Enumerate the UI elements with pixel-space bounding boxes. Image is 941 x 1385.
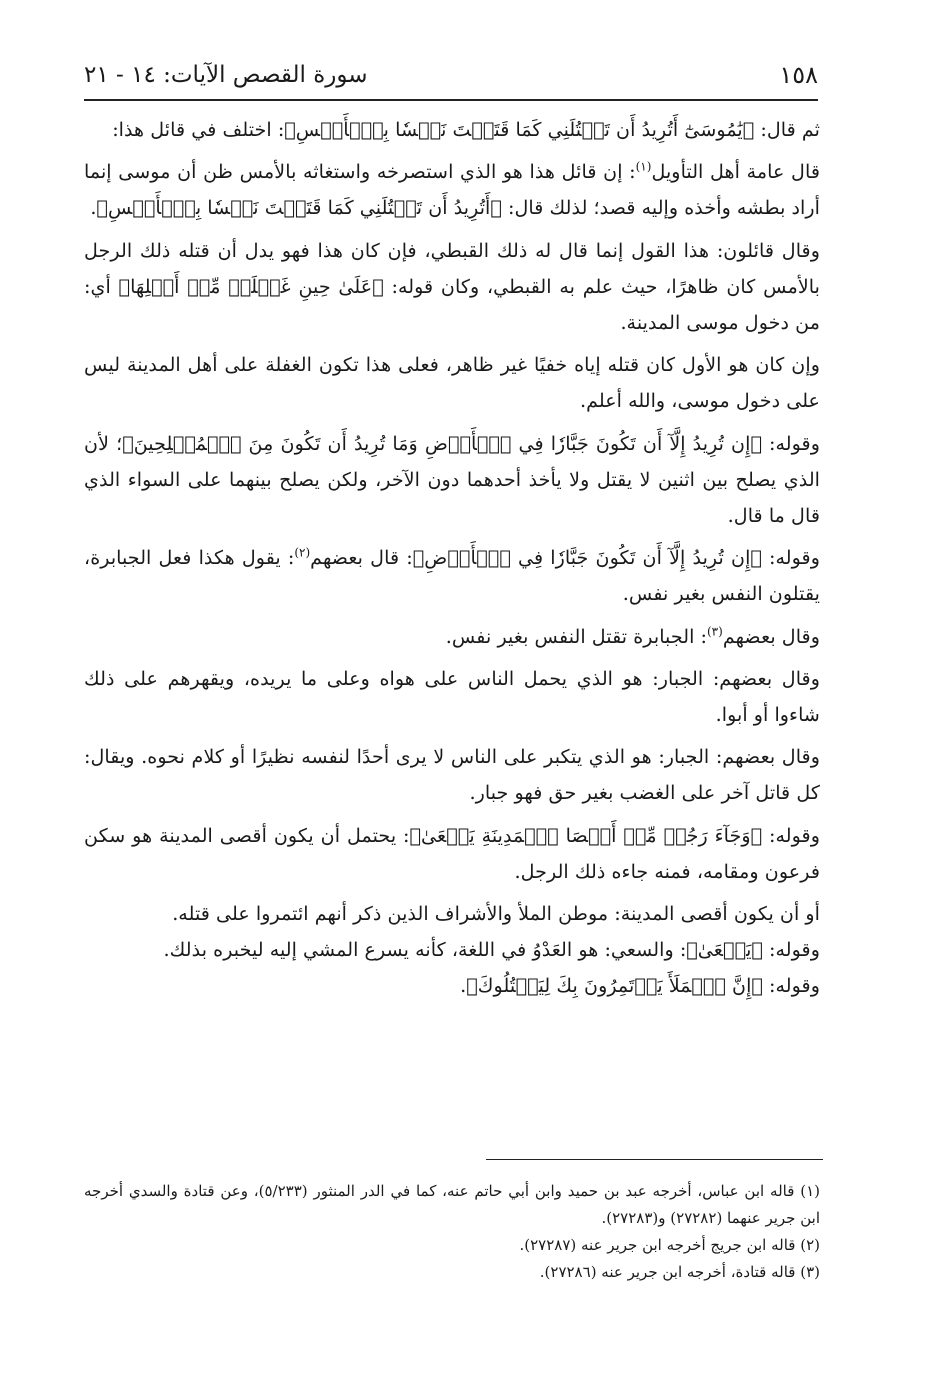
page-number: ١٥٨ <box>779 61 818 89</box>
running-title: سورة القصص الآيات: ١٤ - ٢١ <box>84 62 368 88</box>
footnotes <box>84 1178 820 1286</box>
paragraph: وقال بعضهم: الجبار: هو الذي يتكبر على الناس لا يرى أحدًا لنفسه نظيرًا أو كلام نحوه. ويقال: كل قاتل آخر على الغضب بغير حق فهو جبار. <box>84 745 820 805</box>
paragraph: وقوله: ﴿يَسۡعَىٰ﴾: والسعي: هو العَدْوُ في اللغة، كأنه يسرع المشي إليه ليخبره بذلك. <box>163 938 820 962</box>
paragraph: وقوله: ﴿إِنَّ ٱلۡمَلَأَ يَأۡتَمِرُونَ بِكَ لِيَقۡتُلُوكَ﴾. <box>460 974 820 998</box>
footnote-separator <box>486 1159 823 1160</box>
paragraph: وقال بعضهم$^{(٣)}$: الجبابرة تقتل النفس بغير نفس. <box>445 624 820 648</box>
paragraph: ثم قال: ﴿يَٰمُوسَىٰٓ أَتُرِيدُ أَن تَقۡتُلَنِي كَمَا قَتَلۡتَ نَفۡسٗا بِٱلۡأَمۡسِ﴾: اختلف في قائل هذا: <box>112 118 820 141</box>
footnote-marker[interactable]: (١) <box>635 159 652 174</box>
page-header <box>84 58 818 98</box>
paragraph: وقوله: ﴿وَجَآءَ رَجُلٞ مِّنۡ أَقۡصَا ٱلۡمَدِينَةِ يَسۡعَىٰ﴾: يحتمل أن يكون أقصى المدينة هو سكن فرعون ومقامه، فمنه جاءه ذلك الرجل. <box>84 823 820 883</box>
footnote: (٢) قاله ابن جريج أخرجه ابن جرير عنه (٢٧٢٨٧). <box>519 1236 820 1254</box>
paragraph: وقوله: ﴿إِن تُرِيدُ إِلَّآ أَن تَكُونَ جَبَّارٗا فِي ٱلۡأَرۡضِ وَمَا تُرِيدُ أَن تَكُونَ مِنَ ٱلۡمُصۡلِحِينَ﴾؛ لأن الذي يصلح بين اثنين لا يقتل ولا يأخذ أحدهما دون الآخر، ولكن يصلح بينهما على السواء الذي قال ما قال. <box>84 431 820 528</box>
footnote: (٣) قاله قتادة، أخرجه ابن جرير عنه (٢٧٢٨٦). <box>539 1263 820 1281</box>
paragraph: وقال بعضهم: الجبار: هو الذي يحمل الناس على هواه وعلى ما يريده، ويقهرهم على ذلك شاءوا أو أبوا. <box>84 666 820 727</box>
footnote-marker[interactable]: (٢) <box>294 545 311 560</box>
paragraph: وإن كان هو الأول كان قتله إياه خفيًا غير ظاهر، فعلى هذا تكون الغفلة على أهل المدينة ليس على دخول موسى، والله أعلم. <box>84 353 820 413</box>
main-text <box>84 112 820 1005</box>
paragraph: قال عامة أهل التأويل$^{(١)}$: إن قائل هذا هو الذي استصرخه واستغاثه بالأمس ظن أن موسى إنما أراد بطشه وأخذه وإليه قصد؛ لذلك قال: ﴿أَتُرِيدُ أَن تَقۡتُلَنِي كَمَا قَتَلۡتَ نَفۡسٗا بِٱلۡأَمۡسِ﴾. <box>84 159 820 220</box>
paragraph: وقوله: ﴿إِن تُرِيدُ إِلَّآ أَن تَكُونَ جَبَّارٗا فِي ٱلۡأَرۡضِ﴾: قال بعضهم$^{(٢)}$: يقول هكذا فعل الجبابرة، يقتلون النفس بغير نفس. <box>84 545 820 606</box>
footnote-marker[interactable]: (٣) <box>706 624 723 639</box>
paragraph: وقال قائلون: هذا القول إنما قال له ذلك القبطي، فإن كان هذا فهو يدل أن قتله ذلك الرجل بالأمس كان ظاهرًا، حيث علم به القبطي، وكان قوله: ﴿عَلَىٰ حِينِ غَفۡلَةٖ مِّنۡ أَهۡلِهَا﴾ أي: من دخول موسى المدينة. <box>84 238 820 335</box>
footnote: (١) قاله ابن عباس، أخرجه عبد بن حميد وابن أبي حاتم عنه، كما في الدر المنثور (٥/٢٣٣)، وعن قتادة والسدي أخرجه ابن جرير عنهما (٢٧٢٨٢) و(٢٧٢٨٣). <box>84 1182 820 1227</box>
header-rule <box>84 99 818 101</box>
paragraph: أو أن يكون أقصى المدينة: موطن الملأ والأشراف الذين ذكر أنهم ائتمروا على قتله. <box>172 902 820 926</box>
